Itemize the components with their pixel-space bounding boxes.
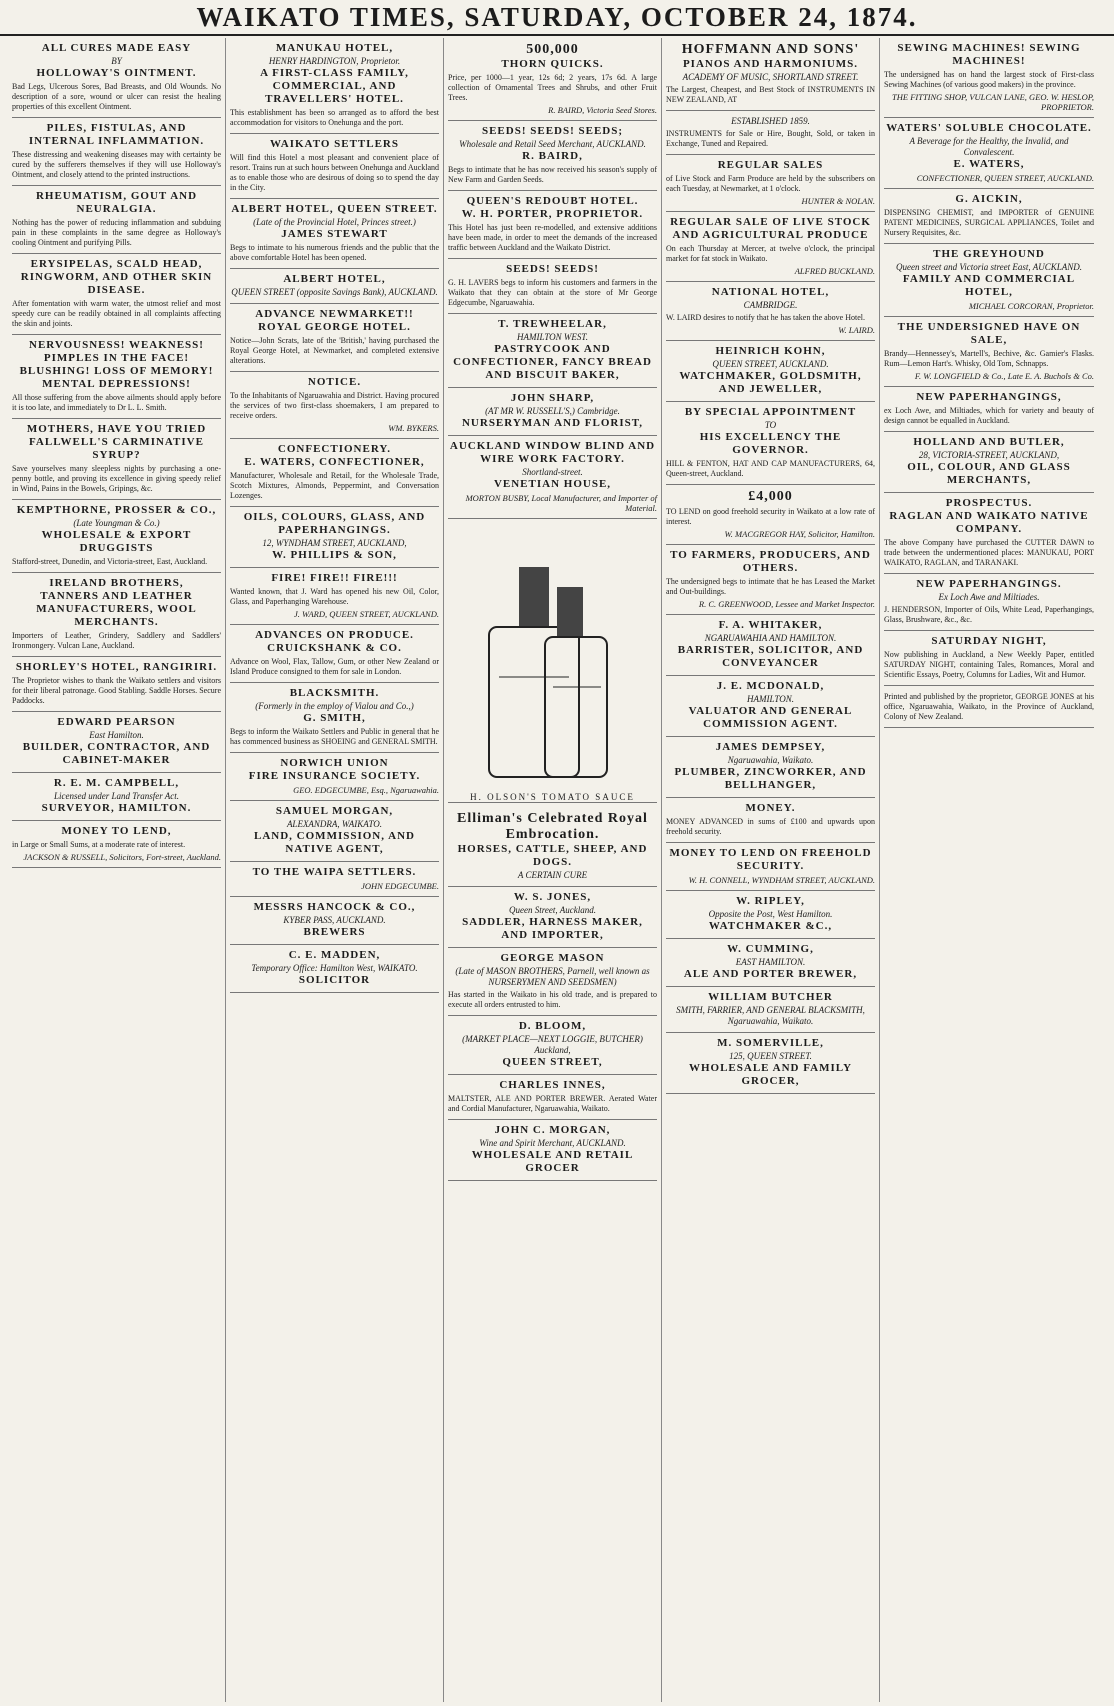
advertisement bbox=[666, 282, 875, 341]
advert-sub: East Hamilton. bbox=[89, 730, 144, 740]
advert-head: HEINRICH KOHN, bbox=[715, 345, 826, 357]
advertisement bbox=[666, 402, 875, 485]
advertisement bbox=[448, 388, 657, 436]
advertisement bbox=[666, 212, 875, 282]
advertisement bbox=[884, 118, 1094, 189]
advert-head: THORN QUICKS. bbox=[501, 58, 604, 70]
advertisement bbox=[230, 945, 439, 993]
advert-sub: CAMBRIDGE. bbox=[743, 300, 798, 310]
advert-sub: Ex Loch Awe and Miltiades. bbox=[938, 592, 1040, 602]
advertisement bbox=[884, 244, 1094, 317]
advert-head: F. A. WHITAKER, bbox=[718, 619, 823, 631]
advertisement bbox=[12, 254, 221, 335]
advert-sig: W. H. CONNELL, WYNDHAM STREET, AUCKLAND. bbox=[688, 875, 875, 885]
advert-sub: BY bbox=[111, 56, 122, 66]
advert-head: HORSES, CATTLE, SHEEP, AND DOGS. bbox=[457, 843, 648, 868]
advert-sub: HENRY HARDINGTON, Proprietor. bbox=[268, 56, 401, 66]
advert-text: The Largest, Cheapest, and Best Stock of INSTRUMENTS IN NEW ZEALAND, AT bbox=[666, 85, 875, 104]
advert-sig: WM. BYKERS. bbox=[388, 423, 439, 433]
advert-sig: HUNTER & NOLAN. bbox=[801, 196, 875, 206]
advert-text: This Hotel has just been re-modelled, and extensive additions have been made, in order to meet the demands of the increased traffic between Auckland and the Waikato District. bbox=[448, 223, 657, 252]
advertisement bbox=[230, 568, 439, 625]
advert-head: MESSRS HANCOCK & CO., bbox=[253, 901, 416, 913]
advertisement bbox=[230, 507, 439, 568]
advert-head: REGULAR SALE OF LIVE STOCK AND AGRICULTURAL PRODUCE bbox=[670, 216, 871, 241]
advert-text: Nothing has the power of reducing inflammation and subduing pain in these complaints in the same degree as Holloway's cooling Ointment and purifying Pills. bbox=[12, 218, 221, 247]
advert-head: BLACKSMITH. bbox=[289, 687, 380, 699]
masthead bbox=[0, 0, 1114, 36]
advert-sub: Wholesale and Retail Seed Merchant, AUCKLAND. bbox=[459, 139, 646, 149]
advert-text: in Large or Small Sums, at a moderate rate of interest. bbox=[12, 840, 186, 849]
advert-sub: TO bbox=[764, 420, 777, 430]
advert-text: All those suffering from the above ailments should apply before it is too late, and immediately to Dr L. L. Smith. bbox=[12, 393, 221, 412]
advert-text: TO LEND on good freehold security in Waikato at a low rate of interest. bbox=[666, 507, 875, 526]
advertisement bbox=[230, 683, 439, 753]
advert-sub: (Late of the Provincial Hotel, Princes street.) bbox=[253, 217, 416, 227]
advertisement bbox=[666, 987, 875, 1033]
newspaper-title: WAIKATO TIMES, SATURDAY, OCTOBER 24, 1874. bbox=[196, 2, 918, 32]
advert-text: Manufacturer, Wholesale and Retail, for the Wholesale Trade, Scotch Mixtures, Almonds, Peppermint, and Conversation Lozenges. bbox=[230, 471, 439, 500]
advert-text: MONEY ADVANCED in sums of £100 and upwards upon freehold security. bbox=[666, 817, 875, 836]
advert-head: IRELAND BROTHERS, bbox=[49, 577, 184, 589]
advert-sub: HAMILTON. bbox=[747, 694, 794, 704]
advert-head2: WATCHMAKER, GOLDSMITH, AND JEWELLER, bbox=[679, 370, 862, 395]
advert-text: Has started in the Waikato in his old trade, and is prepared to execute all orders entrusted to him. bbox=[448, 990, 657, 1009]
advert-head: EDWARD PEARSON bbox=[57, 716, 176, 728]
advert-text: J. HENDERSON, Importer of Oils, White Lead, Paperhangings, Glass, Brushware, &c., &c. bbox=[884, 605, 1094, 624]
advert-head: SAMUEL MORGAN, bbox=[275, 805, 394, 817]
advert-text: DISPENSING CHEMIST, and IMPORTER of GENUINE PATENT MEDICINES, SURGICAL APPLIANCES, Toilet and Nursery Requisites, &c. bbox=[884, 208, 1094, 237]
advert-head: NORWICH UNION bbox=[280, 757, 389, 769]
advert-head2: ALE AND PORTER BREWER, bbox=[683, 968, 858, 980]
advert-sig: JACKSON & RUSSELL, Solicitors, Fort-street, Auckland. bbox=[23, 852, 221, 862]
advert-sig: W. LAIRD. bbox=[838, 325, 875, 335]
advertisement bbox=[230, 372, 439, 439]
advert-sub: Queen street and Victoria street East, AUCKLAND. bbox=[896, 262, 1082, 272]
advert-sub: ESTABLISHED 1859. bbox=[731, 116, 810, 126]
advertisement bbox=[666, 155, 875, 212]
advert-head2: A FIRST-CLASS FAMILY, COMMERCIAL, AND TRAVELLERS' HOTEL. bbox=[260, 67, 409, 105]
advertisement bbox=[666, 1033, 875, 1094]
advert-sub: (Late of MASON BROTHERS, Parnell, well known as NURSERYMEN AND SEEDSMEN) bbox=[455, 966, 650, 987]
advert-head: ALL CURES MADE EASY bbox=[41, 42, 192, 54]
column-5 bbox=[880, 38, 1098, 1702]
advert-sub: (Late Youngman & Co.) bbox=[73, 518, 160, 528]
advert-text: Brandy—Hennessey's, Martell's, Bechive, &c. Gamier's Flasks. Rum—Lemon Hart's. Whisky, Old Tom, Schnapps. bbox=[884, 349, 1094, 368]
advertisement bbox=[884, 189, 1094, 244]
advert-text: This establishment has been so arranged as to afford the best accommodation for visitors to Onehunga and the port. bbox=[230, 108, 439, 127]
bottle-caption: H. OLSON'S TOMATO SAUCE bbox=[470, 792, 635, 802]
advertisement bbox=[230, 862, 439, 897]
advert-text: Importers of Leather, Grindery, Saddlery and Saddlers' Ironmongery. Vulcan Lane, Auckland. bbox=[12, 631, 221, 650]
advert-head2: TANNERS AND LEATHER MANUFACTURERS, WOOL MERCHANTS. bbox=[36, 590, 197, 628]
advert-text: Price, per 1000—1 year, 12s 6d; 2 years, 17s 6d. A large collection of Ornamental Trees and Shrubs, and other Fruit Trees. bbox=[448, 73, 657, 102]
advert-head2: CRUICKSHANK & CO. bbox=[267, 642, 402, 654]
advert-head: NEW PAPERHANGINGS. bbox=[916, 578, 1062, 590]
advert-head: WILLIAM BUTCHER bbox=[708, 991, 833, 1003]
advert-head: SHORLEY'S HOTEL, RANGIRIRI. bbox=[15, 661, 218, 673]
advert-head: AUCKLAND WINDOW BLIND AND WIRE WORK FACTORY. bbox=[449, 440, 656, 465]
advert-head: GEORGE MASON bbox=[500, 952, 605, 964]
advertisement bbox=[448, 436, 657, 519]
advert-sig: JOHN EDGECUMBE. bbox=[361, 881, 439, 891]
advert-sub: Ngaruawahia, Waikato. bbox=[727, 755, 814, 765]
advertisement bbox=[12, 773, 221, 821]
advert-text: Advance on Wool, Flax, Tallow, Gum, or other New Zealand or Island Produce consigned to them for sale in London. bbox=[230, 657, 439, 676]
advertisement bbox=[230, 439, 439, 507]
advertisement bbox=[448, 259, 657, 314]
advert-head: QUEEN'S REDOUBT HOTEL. bbox=[466, 195, 639, 207]
advertisement bbox=[666, 545, 875, 615]
advert-head2: ROYAL GEORGE HOTEL. bbox=[258, 321, 411, 333]
bottle-icon bbox=[449, 527, 657, 787]
advert-head: C. E. MADDEN, bbox=[288, 949, 381, 961]
advertisement bbox=[12, 186, 221, 254]
advert-sub: HAMILTON WEST. bbox=[517, 332, 588, 342]
advertisement bbox=[12, 573, 221, 657]
advert-head2: WHOLESALE & EXPORT DRUGGISTS bbox=[41, 529, 192, 554]
advert-head: PILES, FISTULAS, AND INTERNAL INFLAMMATION. bbox=[28, 122, 205, 147]
advert-sub: EAST HAMILTON. bbox=[735, 957, 806, 967]
advert-sig: MORTON BUSBY, Local Manufacturer, and Importer of Material. bbox=[465, 493, 657, 513]
advert-head: SEWING MACHINES! SEWING MACHINES! bbox=[897, 42, 1081, 67]
advert-head: WAIKATO SETTLERS bbox=[270, 138, 399, 150]
advert-head: T. TREWHEELAR, bbox=[498, 318, 607, 330]
advert-text: HILL & FENTON, HAT AND CAP MANUFACTURERS, 64, Queen-street, Auckland. bbox=[666, 459, 875, 478]
advert-columns bbox=[8, 38, 1106, 1702]
advert-text: After fomentation with warm water, the utmost relief and most speedy cure can be readily obtained in all complaints affecting the skin and joints. bbox=[12, 299, 221, 328]
advert-sub: A CERTAIN CURE bbox=[517, 870, 588, 880]
advert-head: ADVANCES ON PRODUCE. bbox=[255, 629, 414, 641]
advert-head2: VENETIAN HOUSE, bbox=[493, 478, 612, 490]
advertisement bbox=[884, 317, 1094, 387]
advert-text: ex Loch Awe, and Miltiades, which for variety and beauty of design cannot be equalled in Auckland. bbox=[884, 406, 1094, 425]
advert-sub: Licensed under Land Transfer Act. bbox=[53, 791, 180, 801]
advert-head2: BREWERS bbox=[303, 926, 366, 938]
advert-sub: (Formerly in the employ of Vialou and Co.,) bbox=[255, 701, 414, 711]
advert-head2: WHOLESALE AND FAMILY GROCER, bbox=[688, 1062, 853, 1087]
advert-text: Stafford-street, Dunedin, and Victoria-street, East, Auckland. bbox=[12, 557, 208, 566]
advert-head: NOTICE. bbox=[307, 376, 362, 388]
advert-sub: NGARUAWAHIA AND HAMILTON. bbox=[704, 633, 837, 643]
advert-sig: F. W. LONGFIELD & Co., Late E. A. Buchols & Co. bbox=[914, 371, 1094, 381]
advertisement bbox=[230, 304, 439, 372]
advert-head2: R. BAIRD, bbox=[522, 150, 583, 162]
advert-head: MANUKAU HOTEL, bbox=[275, 42, 394, 54]
column-1 bbox=[8, 38, 226, 1702]
advert-head: HOLLAND AND BUTLER, bbox=[913, 436, 1065, 448]
advert-sig: THE FITTING SHOP, VULCAN LANE, GEO. W. HESLOP, PROPRIETOR. bbox=[892, 92, 1094, 112]
advert-head2: E. WATERS, CONFECTIONER, bbox=[244, 456, 425, 468]
advert-head2: VALUATOR AND GENERAL COMMISSION AGENT. bbox=[688, 705, 853, 730]
advert-sig: R. BAIRD, Victoria Seed Stores. bbox=[548, 105, 657, 115]
advertisement bbox=[666, 485, 875, 545]
advert-head: BY SPECIAL APPOINTMENT bbox=[684, 406, 857, 418]
advert-head: MONEY. bbox=[745, 802, 796, 814]
advert-head2: FAMILY AND COMMERCIAL HOTEL, bbox=[902, 273, 1076, 298]
advert-head2: BUILDER, CONTRACTOR, AND CABINET-MAKER bbox=[22, 741, 211, 766]
advert-head: KEMPTHORNE, PROSSER & CO., bbox=[16, 504, 217, 516]
advert-sub: QUEEN STREET (opposite Savings Bank), AUCKLAND. bbox=[231, 287, 438, 297]
advert-text: Save yourselves many sleepless nights by purchasing a one-penny bottle, and proving its excellence in giving speedy relief in Wind, Pains in the Bowels, Gripings, &c. bbox=[12, 464, 221, 493]
advertisement bbox=[230, 753, 439, 801]
advert-head: RHEUMATISM, GOUT AND NEURALGIA. bbox=[35, 190, 198, 215]
column-4 bbox=[662, 38, 880, 1702]
advert-text: Bad Legs, Ulcerous Sores, Bad Breasts, and Old Wounds. No description of a sore, wound or ulcer can resist the healing properties of this excellent Ointment. bbox=[12, 82, 221, 111]
advert-head2: PLUMBER, ZINCWORKER, AND BELLHANGER, bbox=[674, 766, 867, 791]
advert-head: NEW PAPERHANGINGS, bbox=[916, 391, 1062, 403]
advert-head: W. RIPLEY, bbox=[736, 895, 805, 907]
advert-sig: CONFECTIONER, QUEEN STREET, AUCKLAND. bbox=[916, 173, 1094, 183]
advert-head2: HOLLOWAY'S OINTMENT. bbox=[36, 67, 197, 79]
advert-head2: WATCHMAKER &C., bbox=[708, 920, 833, 932]
advert-head: G. AICKIN, bbox=[955, 193, 1023, 205]
advert-sub: QUEEN STREET, AUCKLAND. bbox=[712, 359, 829, 369]
advertisement bbox=[448, 314, 657, 388]
advertisement bbox=[448, 38, 657, 121]
advert-head2: RAGLAN AND WAIKATO NATIVE COMPANY. bbox=[889, 510, 1089, 535]
advertisement bbox=[884, 574, 1094, 631]
advert-sub: SMITH, FARRIER, AND GENERAL BLACKSMITH, Ngaruawahia, Waikato. bbox=[676, 1005, 865, 1026]
advertisement bbox=[230, 38, 439, 134]
column-2 bbox=[226, 38, 444, 1702]
advertisement bbox=[884, 631, 1094, 686]
advert-text: W. LAIRD desires to notify that he has taken the above Hotel. bbox=[666, 313, 865, 322]
advert-big: 500,000 bbox=[526, 42, 579, 57]
sauce-bottle-illustration bbox=[448, 523, 657, 803]
column-3 bbox=[444, 38, 662, 1702]
advert-sig: R. C. GREENWOOD, Lessee and Market Inspector. bbox=[698, 599, 875, 609]
advertisement bbox=[230, 134, 439, 199]
advert-text: INSTRUMENTS for Sale or Hire, Bought, Sold, or taken in Exchange, Tuned and Repaired. bbox=[666, 129, 875, 148]
advert-text: G. H. LAVERS begs to inform his customers and farmers in the Waikato that they can obtain at the store of Mr George Edgecumbe, Ngaruawahia. bbox=[448, 278, 657, 307]
advert-head: OILS, COLOURS, GLASS, AND PAPERHANGINGS. bbox=[243, 511, 426, 536]
advert-head: TO FARMERS, PRODUCERS, AND OTHERS. bbox=[670, 549, 871, 574]
advert-text: Begs to intimate that he has now received his season's supply of New Farm and Garden Seeds. bbox=[448, 165, 657, 184]
advert-text: On each Thursday at Mercer, at twelve o'clock, the principal market for fat stock in Waikato. bbox=[666, 244, 875, 263]
advertisement bbox=[448, 1075, 657, 1120]
advert-head2: PASTRYCOOK AND CONFECTIONER, FANCY BREAD AND BISCUIT BAKER, bbox=[453, 343, 652, 381]
advertisement bbox=[12, 500, 221, 573]
advert-head: THE UNDERSIGNED HAVE ON SALE, bbox=[897, 321, 1081, 346]
advert-sub: A Beverage for the Healthy, the Invalid, and Convalescent. bbox=[909, 136, 1069, 157]
advertisement bbox=[12, 335, 221, 419]
advert-head2: G. SMITH, bbox=[303, 712, 366, 724]
advertisement bbox=[448, 948, 657, 1016]
advertisement bbox=[230, 897, 439, 945]
advert-sub: 12, WYNDHAM STREET, AUCKLAND, bbox=[262, 538, 407, 548]
advert-head: FIRE! FIRE!! FIRE!!! bbox=[271, 572, 398, 584]
advert-text: The undersigned begs to intimate that he has Leased the Market and Out-buildings. bbox=[666, 577, 875, 596]
advert-head: ALBERT HOTEL, QUEEN STREET. bbox=[231, 203, 438, 215]
advertisement bbox=[884, 686, 1094, 728]
advertisement bbox=[12, 712, 221, 773]
advert-head2: NURSERYMAN AND FLORIST, bbox=[461, 417, 643, 429]
advertisement bbox=[12, 38, 221, 118]
advert-text: Will find this Hotel a most pleasant and convenient place of resort. Trains run at such hours between Onehunga and Auckland as to enable those who are desirous of doing so to spend the day in the City. bbox=[230, 153, 439, 192]
advert-text: of Live Stock and Farm Produce are held by the subscribers on each Tuesday, at Newmarket, at 1 o'clock. bbox=[666, 174, 875, 193]
advert-head2: SADDLER, HARNESS MAKER, AND IMPORTER, bbox=[462, 916, 643, 941]
advert-sub: Opposite the Post, West Hamilton. bbox=[708, 909, 833, 919]
advertisement bbox=[884, 38, 1094, 118]
advert-sub: ACADEMY OF MUSIC, SHORTLAND STREET. bbox=[682, 72, 859, 82]
advert-text: These distressing and weakening diseases may with certainty be cured by the sufferers themselves if they will use Holloway's Ointment, and closely attend to the printed instructions. bbox=[12, 150, 221, 179]
advert-text: Printed and published by the proprietor, GEORGE JONES at his office, Ngaruawahia, Waikato, in the Province of Auckland, Colony of New Zealand. bbox=[884, 692, 1094, 721]
advert-head: SATURDAY NIGHT, bbox=[931, 635, 1047, 647]
advert-head: MONEY TO LEND ON FREEHOLD SECURITY. bbox=[669, 847, 872, 872]
advert-head: PROSPECTUS. bbox=[945, 497, 1033, 509]
advert-head2: W. PHILLIPS & SON, bbox=[272, 549, 397, 561]
advert-sub: Temporary Office: Hamilton West, WAIKATO. bbox=[251, 963, 418, 973]
advertisement bbox=[666, 939, 875, 987]
advertisement bbox=[666, 111, 875, 155]
advert-head: MOTHERS, HAVE YOU TRIED FALLWELL'S CARMINATIVE SYRUP? bbox=[26, 423, 207, 461]
advert-head: SEEDS! SEEDS! bbox=[506, 263, 599, 275]
advert-text: Notice—John Scrats, late of the 'British,' having purchased the Royal George Hotel, at Newmarket, and completed extensive alterations. bbox=[230, 336, 439, 365]
advert-text: Begs to inform the Waikato Settlers and Public in general that he has commenced business as SHOEING and GENERAL SMITH. bbox=[230, 727, 439, 746]
advert-head: PIANOS AND HARMONIUMS. bbox=[682, 58, 859, 70]
advertisement bbox=[12, 821, 221, 868]
advertisement bbox=[666, 737, 875, 798]
advertisement bbox=[448, 887, 657, 948]
advertisement bbox=[666, 615, 875, 676]
advert-head: SEEDS! SEEDS! SEEDS; bbox=[481, 125, 624, 137]
advertisement bbox=[448, 121, 657, 191]
advert-text: The above Company have purchased the CUTTER DAWN to trade between the undermentioned places: MANUKAU, PORT WAIKATO, RAGLAN, and TARANAKI. bbox=[884, 538, 1094, 567]
advert-head: CHARLES INNES, bbox=[499, 1079, 606, 1091]
advertisement bbox=[666, 341, 875, 402]
advert-sub: Queen Street, Auckland. bbox=[509, 905, 596, 915]
advert-head: JOHN SHARP, bbox=[510, 392, 595, 404]
advert-sub: ALEXANDRA, WAIKATO. bbox=[286, 819, 383, 829]
advertisement bbox=[448, 1120, 657, 1181]
advertisement bbox=[448, 1016, 657, 1075]
advert-head: THE GREYHOUND bbox=[933, 248, 1045, 260]
advert-head: NATIONAL HOTEL, bbox=[711, 286, 830, 298]
advert-text: The undersigned has on hand the largest stock of First-class Sewing Machines (of various good makers) in the province. bbox=[884, 70, 1094, 89]
advert-head2: SOLICITOR bbox=[298, 974, 371, 986]
advert-head: ADVANCE NEWMARKET!! bbox=[255, 308, 414, 320]
advertisement bbox=[884, 493, 1094, 574]
advert-head: J. E. MCDONALD, bbox=[716, 680, 825, 692]
advert-head2: FIRE INSURANCE SOCIETY. bbox=[248, 770, 421, 782]
advertisement bbox=[884, 432, 1094, 493]
advert-head2: WHOLESALE AND RETAIL GROCER bbox=[471, 1149, 634, 1174]
advert-head2: JAMES STEWART bbox=[281, 228, 388, 240]
advert-text: MALTSTER, ALE AND PORTER BREWER. Aerated Water and Cordial Manufacturer, Ngaruawahia, Waikato. bbox=[448, 1094, 657, 1113]
advert-head: D. BLOOM, bbox=[518, 1020, 587, 1032]
advert-head2: SURVEYOR, HAMILTON. bbox=[41, 802, 192, 814]
advert-head: WATERS' SOLUBLE CHOCOLATE. bbox=[886, 122, 1092, 134]
advert-head2: BARRISTER, SOLICITOR, AND CONVEYANCER bbox=[677, 644, 864, 669]
advertisement bbox=[666, 891, 875, 939]
advert-head: W. CUMMING, bbox=[727, 943, 814, 955]
advert-sub: Shortland-street. bbox=[522, 467, 583, 477]
advert-sig: GEO. EDGECUMBE, Esq., Ngaruawahia. bbox=[293, 785, 439, 795]
advert-head: MONEY TO LEND, bbox=[61, 825, 172, 837]
advert-text: Now publishing in Auckland, a New Weekly Paper, entitled SATURDAY NIGHT, containing Tales, Romances, Moral and Scientific Essays, Poetry, Columns for Ladies, Wit and Humor. bbox=[884, 650, 1094, 679]
advert-text: The Proprietor wishes to thank the Waikato settlers and visitors for their liberal patronage. Good Stabling. Saddle Horses. Secure Paddocks. bbox=[12, 676, 221, 705]
advert-sig: ALFRED BUCKLAND. bbox=[794, 266, 875, 276]
advert-sub: Wine and Spirit Merchant, AUCKLAND. bbox=[479, 1138, 626, 1148]
advertisement bbox=[230, 269, 439, 304]
advert-sub: (AT MR W. RUSSELL'S,) Cambridge. bbox=[485, 406, 620, 416]
advertisement bbox=[448, 807, 657, 887]
advert-head: W. S. JONES, bbox=[513, 891, 592, 903]
advertisement bbox=[230, 199, 439, 269]
advert-head: REGULAR SALES bbox=[717, 159, 824, 171]
advertisement bbox=[448, 191, 657, 259]
advert-sig: MICHAEL CORCORAN, Proprietor. bbox=[968, 301, 1094, 311]
advertisement bbox=[884, 387, 1094, 432]
advert-big: Elliman's Celebrated Royal Embrocation. bbox=[457, 811, 648, 842]
advert-head: ERYSIPELAS, SCALD HEAD, RINGWORM, AND OTHER SKIN DISEASE. bbox=[20, 258, 213, 296]
advert-head: TO THE WAIPA SETTLERS. bbox=[252, 866, 417, 878]
advertisement bbox=[230, 625, 439, 683]
advertisement bbox=[666, 843, 875, 891]
advert-text: Begs to intimate to his numerous friends and the public that the above comfortable Hotel has been opened. bbox=[230, 243, 439, 262]
advert-head2: QUEEN STREET, bbox=[502, 1056, 603, 1068]
advert-sub: KYBER PASS, AUCKLAND. bbox=[283, 915, 386, 925]
advertisement bbox=[230, 801, 439, 862]
advert-text: Wanted known, that J. Ward has opened his new Oil, Color, Glass, and Paperhanging Warehouse. bbox=[230, 587, 439, 606]
advert-head: R. E. M. CAMPBELL, bbox=[53, 777, 180, 789]
advertisement bbox=[666, 38, 875, 111]
advert-head2: W. H. PORTER, PROPRIETOR. bbox=[461, 208, 644, 220]
advert-sig: J. WARD, QUEEN STREET, AUCKLAND. bbox=[293, 609, 439, 619]
advertisement bbox=[12, 118, 221, 186]
advert-head2: LAND, COMMISSION, AND NATIVE AGENT, bbox=[254, 830, 415, 855]
advert-head: JAMES DEMPSEY, bbox=[715, 741, 826, 753]
advert-sub: (MARKET PLACE—NEXT LOGGIE, BUTCHER) Auckland, bbox=[462, 1034, 643, 1055]
advert-head: M. SOMERVILLE, bbox=[717, 1037, 824, 1049]
advert-head: NERVOUSNESS! WEAKNESS! PIMPLES IN THE FACE! BLUSHING! LOSS OF MEMORY! MENTAL DEPRESSIONS! bbox=[19, 339, 214, 390]
advert-head: JOHN C. MORGAN, bbox=[494, 1124, 611, 1136]
advert-sig: W. MACGREGOR HAY, Solicitor, Hamilton. bbox=[724, 529, 875, 539]
advert-text: To the Inhabitants of Ngaruawahia and District. Having procured the services of two first-class shoemakers, I am prepared to receive orders. bbox=[230, 391, 439, 420]
advert-sub: 125, QUEEN STREET. bbox=[729, 1051, 812, 1061]
advert-sub: 28, VICTORIA-STREET, AUCKLAND, bbox=[918, 450, 1060, 460]
advert-big: £4,000 bbox=[748, 489, 793, 504]
advert-head: ALBERT HOTEL, bbox=[283, 273, 386, 285]
advert-head2: OIL, COLOUR, AND GLASS MERCHANTS, bbox=[907, 461, 1071, 486]
advert-head2: E. WATERS, bbox=[953, 158, 1025, 170]
advertisement bbox=[12, 657, 221, 712]
advertisement bbox=[12, 419, 221, 500]
advertisement bbox=[666, 798, 875, 843]
advert-big: HOFFMANN AND SONS' bbox=[681, 42, 860, 57]
advert-head2: HIS EXCELLENCY THE GOVERNOR. bbox=[699, 431, 842, 456]
advertisement bbox=[666, 676, 875, 737]
advert-head: CONFECTIONERY. bbox=[277, 443, 392, 455]
